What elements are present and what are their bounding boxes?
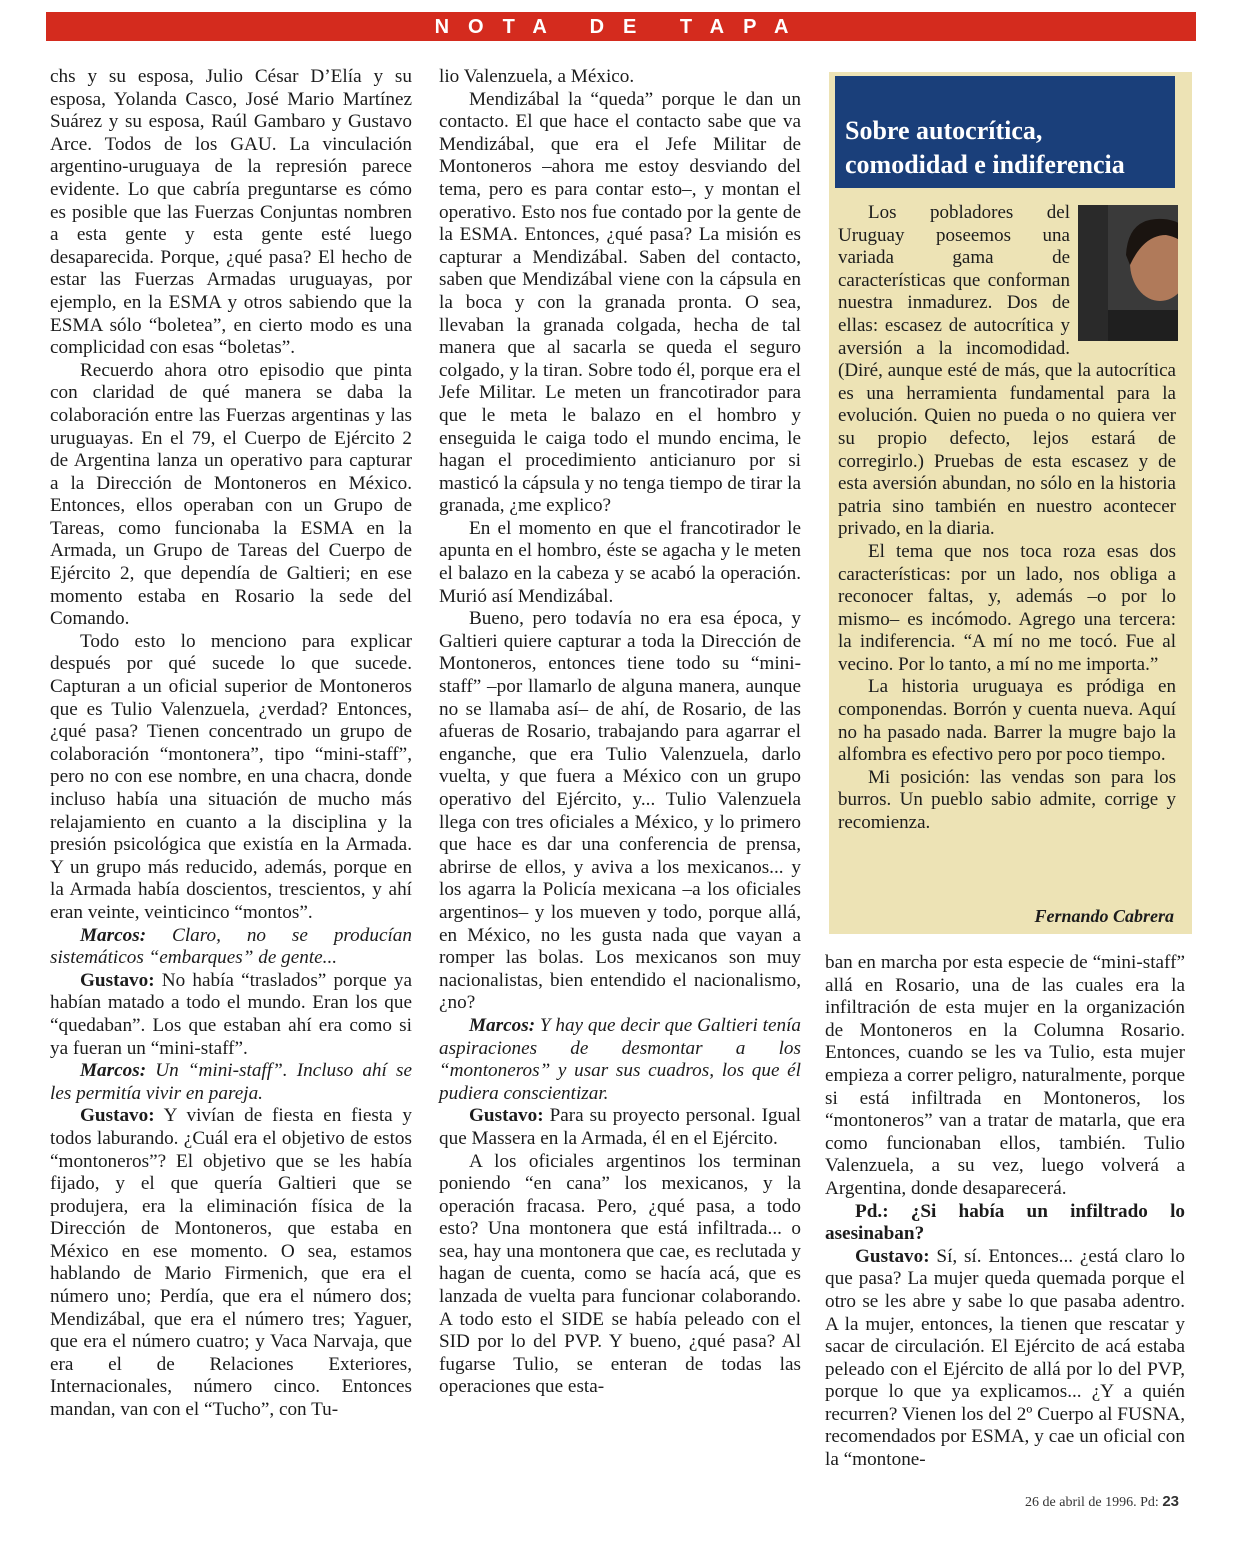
publication-logo: Pd: bbox=[1140, 1495, 1159, 1510]
speaker-label: Marcos: bbox=[80, 1060, 147, 1082]
dialogue-gustavo bbox=[50, 970, 412, 1060]
sidebar-paragraph: Mi posición: las vendas son para los burros. Un pueblo sabio admite, corrige y recomienza. bbox=[838, 766, 1176, 834]
sidebar-paragraph-text: Los pobladores del Uruguay poseemos una variada gama de características que conforman nuestra inmadurez. Dos de ellas: escasez de autocrítica y aversión a la incomodidad. (Diré, aunque esté de más, que la autocrítica es una herramienta fundamental para la evolución. Quien no pueda o no quiera ver su propio defecto, lejos estará de corregirlo.) Pruebas de esta escasez y de esta aversión abundan, no sólo en la historia patria sino también en nuestro acontecer privado, en la diaria. bbox=[838, 202, 1176, 540]
column-1 bbox=[50, 66, 412, 1422]
dialogue-text: Para su proyecto personal. Igual que Massera en la Armada, él en el Ejército. bbox=[439, 1105, 801, 1149]
dialogue-text: No había “traslados” porque ya habían matado a todo el mundo. Eran los que “quedaban”. Los que estaban ahí era como si ya fueran un “mini-staff”. bbox=[50, 969, 412, 1059]
dialogue-text: Claro, no se producían sistemáticos “embarques” de gente... bbox=[50, 924, 412, 969]
paragraph: Todo esto lo menciono para explicar después por qué sucede lo que sucede. Capturan a un oficial superior de Montoneros que es Tulio Valenzuela, ¿verdad? Entonces, ¿qué pasa? Tienen concentrado un grupo de colaboración “montonera”, tipo “mini-staff”, pero no con ese nombre, en una chacra, donde incluso había una situación de mucho más relajamiento en cuanto a la disciplina y la presión psicológica que existía en la Armada. Y un grupo más reducido, además, porque en la Armada había doscientos, trescientos, y ahí eran veinte, veinticinco “montos”. bbox=[50, 630, 412, 923]
page-number: 23 bbox=[1162, 1493, 1179, 1510]
section-label: NOTA DE TAPA bbox=[434, 16, 808, 38]
paragraph: lio Valenzuela, a México. bbox=[439, 66, 635, 87]
sidebar-paragraph bbox=[838, 202, 1176, 541]
issue-date: 26 de abril de 1996. bbox=[1025, 1495, 1137, 1510]
paragraph: Mendizábal la “queda” porque le dan un contacto. El que hace el contacto sabe que va Mendizábal, que era el Jefe Militar de Montoneros –ahora me estoy desviando del tema, pero es para contar esto–, y montan el operativo. Esto nos fue contado por la gente de la ESMA. Entonces, ¿qué pasa? La misión es capturar a Mendizábal. Saben del contacto, saben que Mendizábal viene con la cápsula en la boca y con la granada pronta. O sea, llevaban la granada colgada, hecha de tal manera que al sacarla se queda el seguro colgado, y la tiran. Sobre todo él, porque era el Jefe Militar. Le meten un francotirador para que le meta le balazo en el hombro y enseguida le caiga todo el mundo encima, le hagan el procedimiento anticianuro por si masticó la cápsula y no tenga tiempo de tirar la granada, ¿me explico? bbox=[439, 88, 801, 517]
speaker-label: Pd.: bbox=[855, 1200, 889, 1222]
dialogue-text: Y vivían de fiesta en fiesta y todos laburando. ¿Cuál era el objetivo de estos “montoneros”? El objetivo que se les había fijado, y el que quería Galtieri que se produjera, era la eliminación física de la Dirección de Montoneros, que estaba en México en ese momento. O sea, estamos hablando de Mario Firmenich, que era el número uno; Perdía, que era el número dos; Mendizábal, que era el número tres; Yaguer, que era el número cuatro; y Vaca Narvaja, que era el de Relaciones Exteriores, Internacionales, número cinco. Entonces mandan, van con el “Tucho”, con Tu- bbox=[50, 1105, 412, 1421]
dialogue-text: Y hay que decir que Galtieri tenía aspiraciones de desmontar a los “montoneros” y usar sus cuadros, los que él pudiera conscientizar. bbox=[439, 1014, 802, 1104]
section-banner bbox=[46, 12, 1196, 41]
dialogue-marcos bbox=[50, 925, 412, 970]
dialogue-marcos bbox=[50, 1060, 412, 1105]
sidebar-paragraph: El tema que nos toca roza esas dos características: por un lado, nos obliga a reconocer faltas, y, además –o por lo mismo– es incómodo. Agrego una tercera: la indiferencia. “A mí no me tocó. Fue al vecino. Por lo tanto, a mí no me importa.” bbox=[838, 540, 1176, 675]
paragraph: En el momento en que el francotirador le apunta en el hombro, éste se agacha y le meten el balazo en la cabeza y se acabó la operación. Murió así Mendizábal. bbox=[439, 517, 801, 607]
speaker-label: Gustavo: bbox=[80, 1105, 155, 1127]
sidebar-title bbox=[835, 76, 1175, 188]
page-footer bbox=[1025, 1493, 1179, 1511]
paragraph: Bueno, pero todavía no era esa época, y Galtieri quiere capturar a toda la Dirección de Montoneros, entonces tiene todo su “mini-staff” –por llamarlo de alguna manera, aunque no se llamaba así– de ahí, de Rosario, de las afueras de Rosario, trabajando para agarrar el enganche, que era Tulio Valenzuela, darlo vuelta, y que fuera a México con un grupo operativo del Ejército, y... Tulio Valenzuela llega con tres oficiales a México, y lo primero que hace es dar una conferencia de prensa, abrirse de ellos, y aviva a los mexicanos... y los agarra la Policía mexicana –a los oficiales argentinos– y los mueven y todo, porque allá, en México, no les gusta nada que vayan a romper las bolas. Los mexicanos son muy nacionalistas, bien entendido el nacionalismo, ¿no? bbox=[439, 608, 801, 1014]
question bbox=[825, 1201, 1185, 1246]
paragraph: A los oficiales argentinos los terminan poniendo “en cana” los mexicanos, y la operación fracasa. Pero, ¿qué pasa, a todo esto? Una montonera que está infiltrada... o sea, hay una montonera que cae, es reclutada y hagan de cuenta, como se hacía acá, que es lanzada de vuelta para funcionar colaborando. A todo esto el SIDE se había peleado con el SID por lo del PVP. Y bueno, ¿qué pasa? Al fugarse Tulio, se enteran de todas las operaciones que esta- bbox=[439, 1150, 801, 1398]
sidebar-title-line: Sobre autocrítica, bbox=[845, 116, 1043, 145]
portrait-graphic bbox=[1108, 205, 1178, 341]
question-text: ¿Si había un infiltrado lo asesinaban? bbox=[825, 1200, 1185, 1245]
speaker-label: Gustavo: bbox=[80, 969, 155, 991]
paragraph: chs y su esposa, Julio César D’Elía y su esposa, Yolanda Casco, José Mario Martínez Suárez y su esposa, Raúl Gambaro y Gustavo Arce. Todos de los GAU. La vinculación argentino-uruguaya de la represión parece evidente. Lo que cabría preguntarse es cómo es posible que las Fuerzas Conjuntas nombren a esta gente y esta gente esté luego desaparecida. Porque, ¿qué pasa? El hecho de estar las Fuerzas Armadas uruguayas, por ejemplo, en la ESMA y otros sabiendo que la ESMA sólo “boletea”, en cierto modo es una complicidad con esas “boletas”. bbox=[50, 66, 412, 359]
dialogue-text: Un “mini-staff”. Incluso ahí se les permitía vivir en pareja. bbox=[50, 1060, 412, 1104]
sidebar-box bbox=[829, 72, 1192, 934]
dialogue-marcos bbox=[439, 1015, 801, 1105]
sidebar-text bbox=[838, 202, 1176, 835]
speaker-label: Gustavo: bbox=[469, 1105, 544, 1127]
sidebar-author: Fernando Cabrera bbox=[1034, 906, 1174, 926]
paragraph: Recuerdo ahora otro episodio que pinta con claridad de qué manera se daba la colaboración entre las Fuerzas argentinas y las uruguayas. En el 79, el Cuerpo de Ejército 2 de Argentina lanza un operativo para capturar a la Dirección de Montoneros en México. Entonces, ellos operaban con un Grupo de Tareas, como funcionaba la ESMA en la Armada, un Grupo de Tareas del Cuerpo de Ejército 2, que dependía de Galtieri; en ese momento estaba en Rosario la sede del Comando. bbox=[50, 359, 412, 630]
speaker-label: Marcos: bbox=[80, 924, 147, 946]
dialogue-gustavo bbox=[50, 1105, 412, 1421]
author-photo bbox=[1078, 205, 1178, 341]
column-3 bbox=[825, 952, 1185, 1472]
column-2 bbox=[439, 66, 801, 1399]
sidebar-title-line: comodidad e indiferencia bbox=[845, 150, 1125, 179]
paragraph: ban en marcha por esta especie de “mini-staff” allá en Rosario, una de las cuales era la infiltración de esta mujer en la organización de Montoneros en la Columna Rosario. Entonces, cuando se les va Tulio, esta mujer empieza a correr peligro, naturalmente, porque si está infiltrada en Montoneros, los “montoneros” van a tratar de matarla, que era como funcionaban ellos, también. Tulio Valenzuela, a su vez, luego volverá a Argentina, donde desaparecerá. bbox=[825, 952, 1185, 1199]
sidebar-paragraph: La historia uruguaya es pródiga en componendas. Borrón y cuenta nueva. Aquí no ha pasado nada. Barrer la mugre bajo la alfombra es efectivo pero por poco tiempo. bbox=[838, 676, 1176, 766]
speaker-label: Gustavo: bbox=[855, 1245, 930, 1267]
speaker-label: Marcos: bbox=[469, 1014, 536, 1036]
dialogue-text: Sí, sí. Entonces... ¿está claro lo que pasa? La mujer queda quemada porque el otro se les abre y sabe lo que pasaba adentro. A la mujer, entonces, la tienen que rescatar y sacar de circulación. El Ejército de acá estaba peleado con el Ejército de allá por lo del PVP, porque lo que ya explicamos... ¿Y a quién recurren? Vienen los del 2º Cuerpo al FUSNA, recomendados por ESMA, y cae un oficial con la “montone- bbox=[825, 1245, 1185, 1471]
dialogue-gustavo bbox=[439, 1105, 801, 1150]
dialogue-gustavo bbox=[825, 1246, 1185, 1472]
